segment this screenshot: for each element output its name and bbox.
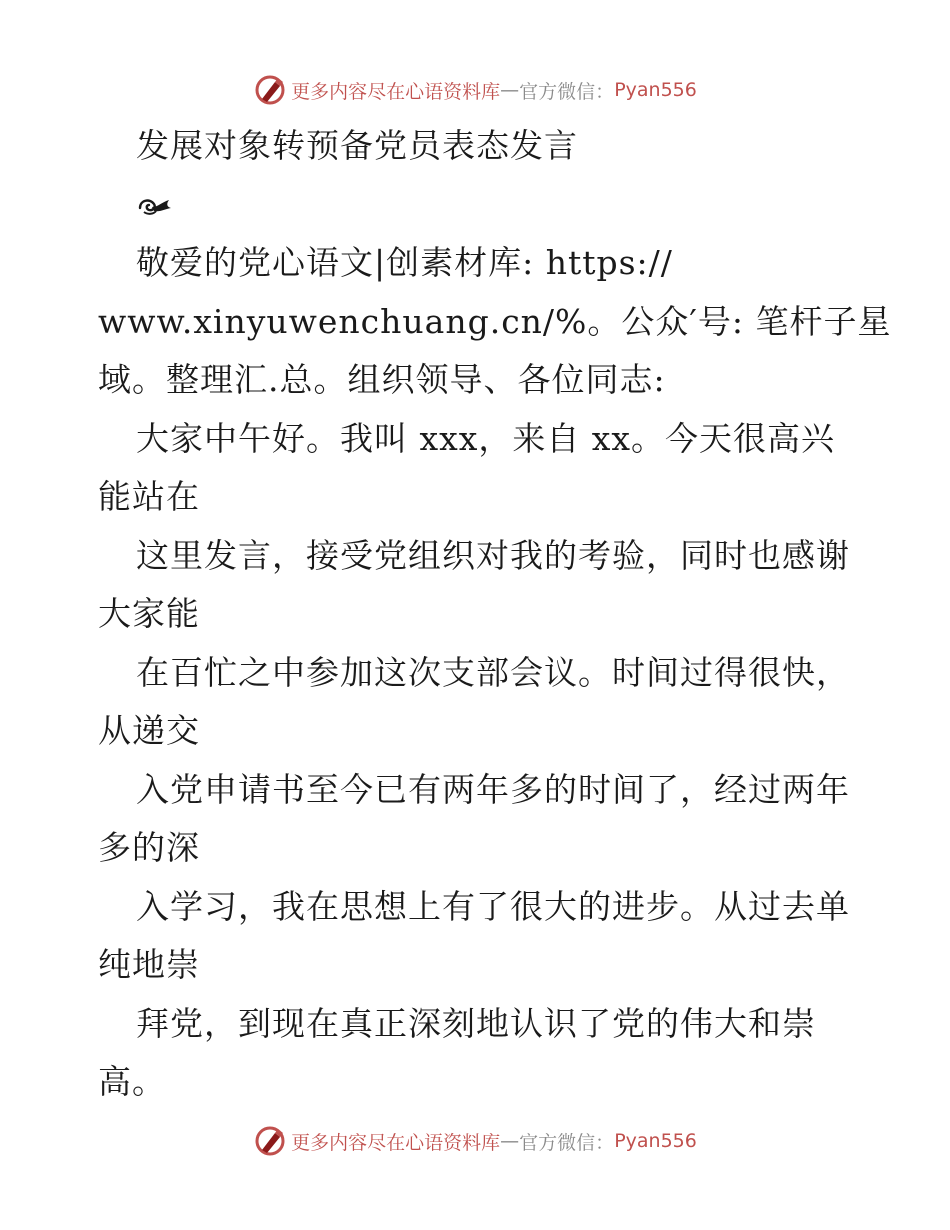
- body-line: 多的深: [98, 828, 200, 867]
- body-line: 高。: [98, 1062, 166, 1101]
- body-line: 能站在: [98, 477, 200, 516]
- greeting-line-3: 域。整理汇.总。组织领导、各位同志:: [98, 360, 666, 399]
- pen-nib-circle-logo-icon: [253, 73, 287, 107]
- body-line: 在百忙之中参加这次支部会议。时间过得很快，: [136, 652, 850, 692]
- document-title: 发展对象转预备党员表态发言: [136, 126, 578, 165]
- watermark-wechat-id: Pyan556: [614, 1130, 697, 1152]
- watermark-dash: —: [500, 79, 520, 101]
- body-paragraphs: [98, 410, 858, 1112]
- document-body: [98, 117, 892, 1112]
- body-line: 从递交: [98, 711, 200, 750]
- watermark-dash: —: [500, 1130, 520, 1152]
- body-line: 大家能: [98, 594, 200, 633]
- pen-nib-circle-logo-icon: [253, 1124, 287, 1158]
- watermark-wechat-label: 官方微信：: [519, 1131, 615, 1154]
- greeting-line-2: www.xinyuwenchuang.cn/%。公众′号: 笔杆子星: [98, 301, 892, 341]
- body-line: 这里发言，接受党组织对我的考验，同时也感谢: [136, 535, 850, 575]
- body-line: 纯地崇: [98, 945, 200, 984]
- watermark-main-text: 更多内容尽在心语资料库: [291, 1131, 501, 1154]
- header-watermark: [0, 70, 950, 110]
- watermark-wechat-label: 官方微信：: [519, 80, 615, 103]
- ornament-line: [98, 176, 858, 235]
- fleuron-ornament-icon: [136, 194, 174, 216]
- watermark-wechat-id: Pyan556: [614, 79, 697, 101]
- watermark-main-text: 更多内容尽在心语资料库: [291, 80, 501, 103]
- footer-watermark: [0, 1121, 950, 1161]
- body-line: 入学习，我在思想上有了很大的进步。从过去单: [136, 886, 850, 926]
- greeting-line-1: 敬爱的党心语文|创素材库: https://: [136, 243, 673, 282]
- body-line: 拜党，到现在真正深刻地认识了党的伟大和崇: [136, 1003, 816, 1043]
- body-line: 入党申请书至今已有两年多的时间了，经过两年: [136, 769, 850, 809]
- body-line: 大家中午好。我叫 xxx，来自 xx。今天很高兴: [136, 418, 836, 458]
